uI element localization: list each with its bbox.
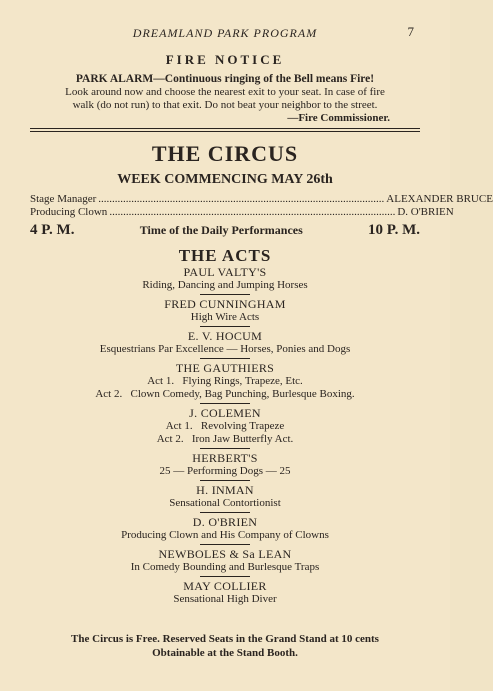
act-entry xyxy=(0,266,450,295)
fire-commissioner-signature: —Fire Commissioner. xyxy=(287,112,390,124)
time-evening: 10 P. M. xyxy=(368,222,420,238)
act-description: Sensational Contortionist xyxy=(169,497,281,509)
act-divider xyxy=(200,544,250,545)
act-name: J. COLEMEN xyxy=(189,406,261,420)
act-name: MAY COLLIER xyxy=(183,579,267,593)
act-description: In Comedy Bounding and Burlesque Traps xyxy=(130,561,320,573)
act-description: Sensational High Diver xyxy=(173,593,277,605)
time-caption: Time of the Daily Performances xyxy=(139,223,303,237)
act-description: Riding, Dancing and Jumping Horses xyxy=(142,279,308,291)
act-name: H. INMAN xyxy=(196,483,254,497)
performance-times xyxy=(30,222,420,239)
program-header: DREAMLAND PARK PROGRAM xyxy=(132,26,318,40)
act-name: HERBERT'S xyxy=(192,451,258,465)
staff-row-producing-clown xyxy=(30,206,454,218)
park-alarm-text: PARK ALARM—Continuous ringing of the Bell means Fire! xyxy=(75,73,375,85)
act-divider xyxy=(200,448,250,449)
staff-name: D. O'BRIEN xyxy=(397,206,454,218)
fire-notice-line: Look around now and choose the nearest exit to your seat. In case of fire xyxy=(65,86,385,98)
act-name: NEWBOLES & Sa LEAN xyxy=(158,547,292,561)
fire-notice-line: walk (do not run) to that exit. Do not beat your neighbor to the street. xyxy=(72,99,378,111)
footer-line: The Circus is Free. Reserved Seats in the Grand Stand at 10 cents xyxy=(71,633,379,645)
act-divider xyxy=(200,358,250,359)
act-name: D. O'BRIEN xyxy=(192,515,258,529)
act-divider xyxy=(200,576,250,577)
dot-leader: ........................................................................................................ xyxy=(109,206,396,218)
act-divider xyxy=(200,294,250,295)
act-divider xyxy=(200,512,250,513)
acts-title: THE ACTS xyxy=(178,246,272,265)
act-description: Act 2. Iron Jaw Butterfly Act. xyxy=(156,433,294,445)
act-entry xyxy=(0,548,450,577)
act-description: Act 1. Flying Rings, Trapeze, Etc. xyxy=(147,375,303,387)
act-entry xyxy=(0,298,450,327)
act-description: 25 — Performing Dogs — 25 xyxy=(159,465,291,477)
act-name: FRED CUNNINGHAM xyxy=(164,297,286,311)
act-entry xyxy=(0,516,450,545)
act-entry xyxy=(0,407,450,449)
act-name: PAUL VALTY'S xyxy=(183,265,267,279)
act-entry xyxy=(0,362,450,404)
act-divider xyxy=(200,480,250,481)
fire-notice-title: FIRE NOTICE xyxy=(165,52,285,67)
staff-name: ALEXANDER BRUCE xyxy=(386,193,493,205)
act-entry xyxy=(0,484,450,513)
time-afternoon: 4 P. M. xyxy=(30,222,75,238)
circus-title: THE CIRCUS xyxy=(151,141,299,166)
act-name: THE GAUTHIERS xyxy=(175,361,275,375)
double-rule-top xyxy=(30,128,420,129)
footer-notice xyxy=(0,632,450,660)
double-rule-bottom xyxy=(30,131,420,132)
fire-notice-body xyxy=(30,73,420,125)
act-entry xyxy=(0,452,450,481)
staff-role: Producing Clown xyxy=(30,206,108,218)
act-description: Esquestrians Par Excellence — Horses, Ponies and Dogs xyxy=(99,343,351,355)
staff-role: Stage Manager xyxy=(30,193,97,205)
page-number: 7 xyxy=(407,24,414,39)
week-commencing: WEEK COMMENCING MAY 26th xyxy=(117,172,333,187)
dot-leader: ........................................................................................................ xyxy=(98,193,385,205)
act-description: Act 2. Clown Comedy, Bag Punching, Burlesque Boxing. xyxy=(95,388,355,400)
act-divider xyxy=(200,326,250,327)
acts-list xyxy=(0,266,450,606)
staff-row-stage-manager xyxy=(30,193,493,205)
act-description: High Wire Acts xyxy=(190,311,260,323)
footer-line: Obtainable at the Stand Booth. xyxy=(152,647,298,659)
act-name: E. V. HOCUM xyxy=(187,329,263,343)
act-entry xyxy=(0,580,450,606)
act-divider xyxy=(200,403,250,404)
act-description: Producing Clown and His Company of Clowns xyxy=(121,529,329,541)
act-entry xyxy=(0,330,450,359)
act-description: Act 1. Revolving Trapeze xyxy=(165,420,285,432)
